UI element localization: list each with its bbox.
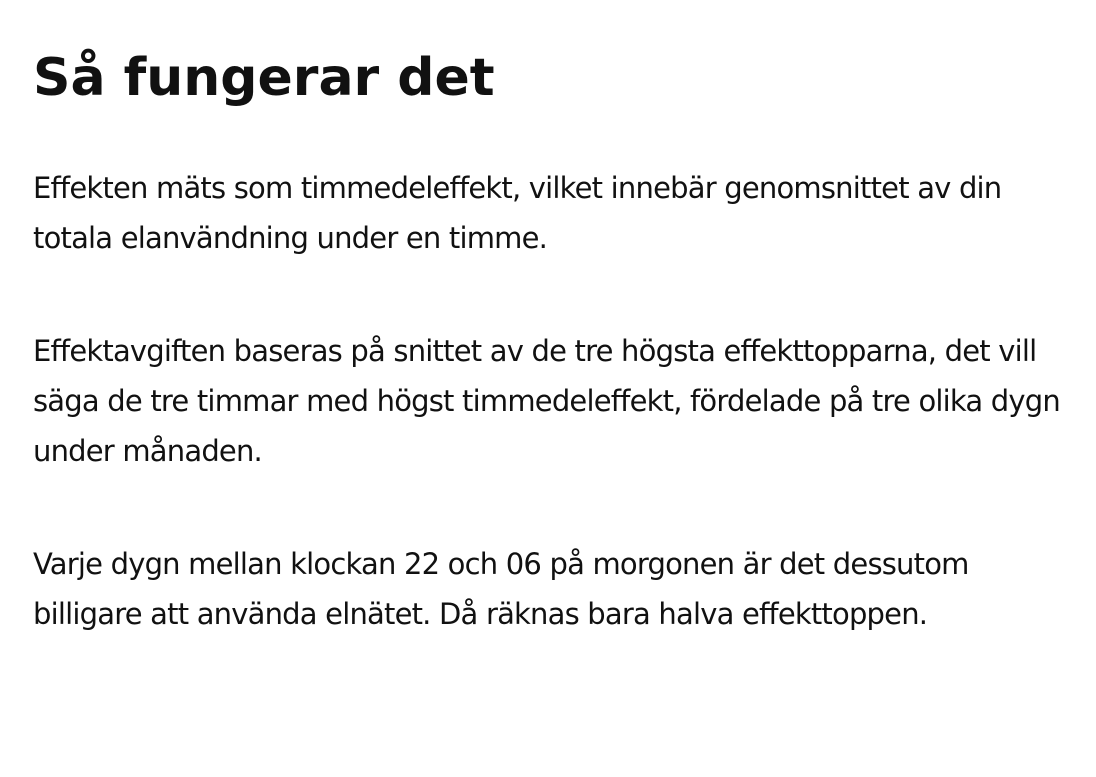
info-section (33, 0, 1073, 639)
paragraph-fee-basis: Effektavgiften baseras på snittet av de tre högsta effekttopparna, det vill säga de tre timmar med högst timmedeleffekt, fördelade på tre olika dygn under månaden. (33, 334, 1060, 468)
paragraph-night-discount: Varje dygn mellan klockan 22 och 06 på morgonen är det dessutom billigare att använda elnätet. Då räknas bara halva effekttoppen. (33, 547, 969, 631)
page-title: Så fungerar det (33, 48, 495, 108)
paragraph-measurement: Effekten mäts som timmedeleffekt, vilket innebär genomsnittet av din totala elanvändning under en timme. (33, 171, 1002, 255)
